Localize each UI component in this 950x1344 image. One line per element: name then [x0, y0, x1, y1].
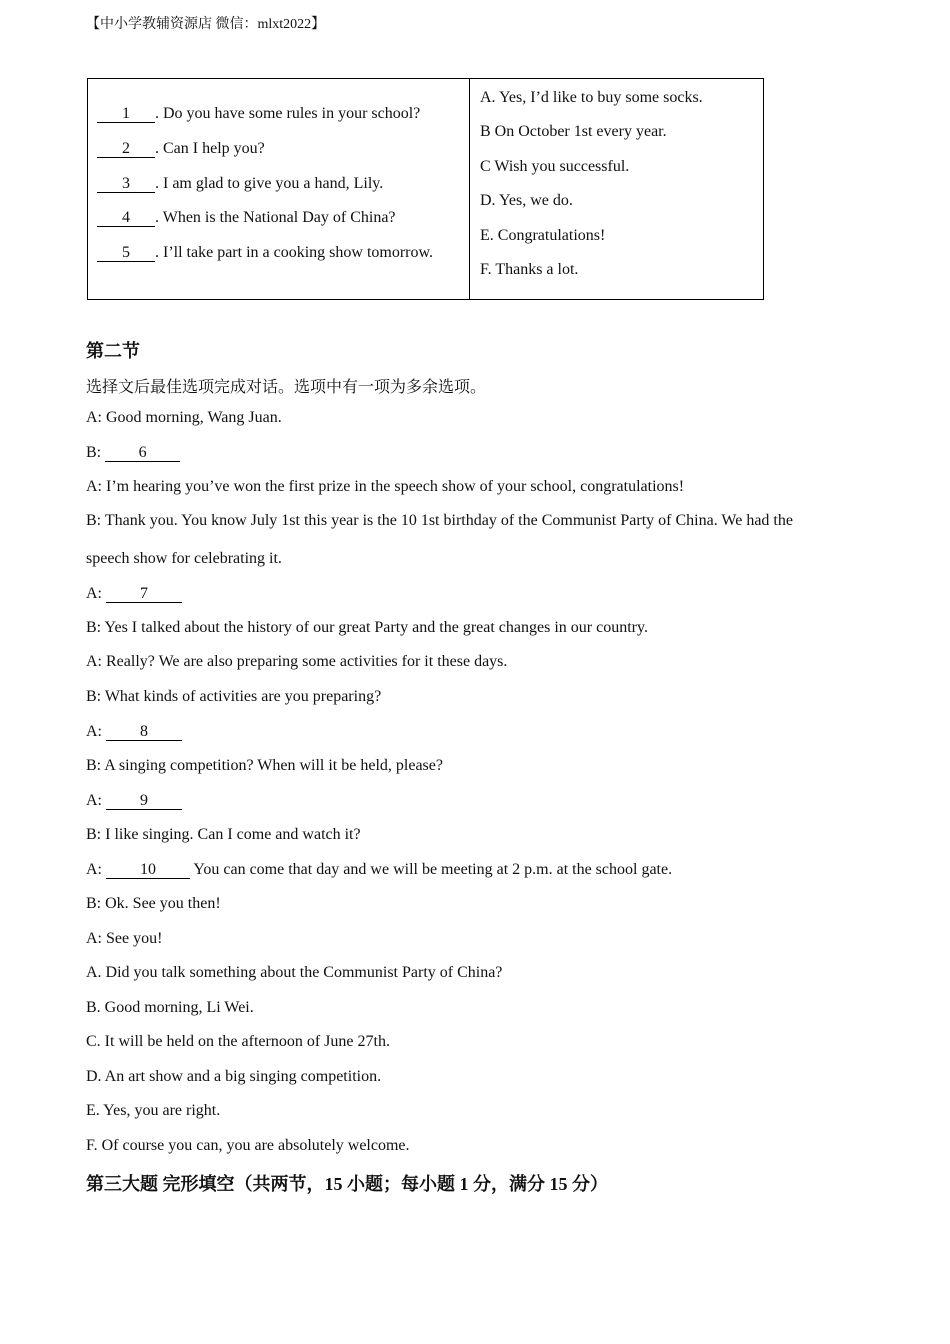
question-text: . Can I help you? — [155, 140, 265, 157]
dialogue-line: B: What kinds of activities are you preparing? — [86, 688, 382, 705]
dialogue-line: B: Ok. See you then! — [86, 895, 221, 912]
answer-blank-3: 3 — [97, 176, 155, 193]
answer-option-e: E. Yes, you are right. — [86, 1102, 221, 1119]
answer-option-f: F. Of course you can, you are absolutely welcome. — [86, 1137, 410, 1154]
dialogue-blank-9: 9 — [106, 793, 182, 810]
dialogue-line: A: I’m hearing you’ve won the first prize in the speech show of your school, congratulations! — [86, 478, 685, 495]
option-e: E. Congratulations! — [480, 227, 606, 244]
dialogue-line: A: Good morning, Wang Juan. — [86, 409, 282, 426]
question-2 — [97, 140, 265, 158]
dialogue-blank-10: 10 — [106, 862, 190, 879]
dialogue-line — [86, 792, 182, 810]
section-2-title: 第二节 — [86, 341, 140, 361]
question-3 — [97, 175, 383, 193]
dialogue-line: B: Thank you. You know July 1st this year is the 10 1st birthday of the Communist Party of China. We had the — [86, 512, 793, 529]
option-a: A. Yes, I’d like to buy some socks. — [480, 89, 703, 106]
answer-blank-2: 2 — [97, 141, 155, 158]
speaker-label: A: — [86, 723, 106, 740]
dialogue-blank-6: 6 — [105, 445, 180, 462]
dialogue-blank-7: 7 — [106, 586, 182, 603]
dialogue-line — [86, 585, 182, 603]
speaker-label: B: — [86, 444, 106, 461]
option-b: B On October 1st every year. — [480, 123, 667, 140]
dialogue-line: B: Yes I talked about the history of our great Party and the great changes in our country. — [86, 619, 648, 636]
question-4 — [97, 209, 396, 227]
speaker-label: A: — [86, 792, 106, 809]
dialogue-line — [86, 861, 672, 879]
question-5 — [97, 244, 433, 262]
matching-table — [87, 78, 764, 300]
answer-option-b: B. Good morning, Li Wei. — [86, 999, 254, 1016]
dialogue-line: B: A singing competition? When will it be held, please? — [86, 757, 443, 774]
option-c: C Wish you successful. — [480, 158, 630, 175]
options-column — [470, 79, 763, 299]
answer-option-d: D. An art show and a big singing competition. — [86, 1068, 382, 1085]
question-text: . When is the National Day of China? — [155, 209, 396, 226]
speaker-label: A: — [86, 585, 106, 602]
option-f: F. Thanks a lot. — [480, 261, 579, 278]
speaker-label: A: — [86, 861, 106, 878]
question-1 — [97, 105, 420, 123]
question-text: . I am glad to give you a hand, Lily. — [155, 175, 384, 192]
dialogue-line — [86, 444, 180, 462]
dialogue-line: B: I like singing. Can I come and watch it? — [86, 826, 361, 843]
answer-blank-4: 4 — [97, 210, 155, 227]
dialogue-line: speech show for celebrating it. — [86, 550, 282, 567]
dialogue-line: A: Really? We are also preparing some activities for it these days. — [86, 653, 508, 670]
answer-option-a: A. Did you talk something about the Communist Party of China? — [86, 964, 503, 981]
dialogue-blank-8: 8 — [106, 724, 182, 741]
section-2-instruction: 选择文后最佳选项完成对话。选项中有一项为多余选项。 — [86, 379, 487, 396]
answer-blank-5: 5 — [97, 245, 155, 262]
page-header: 【中小学教辅资源店 微信：mlxt2022】 — [86, 17, 326, 32]
dialogue-line — [86, 723, 182, 741]
answer-blank-1: 1 — [97, 106, 155, 123]
dialogue-text: You can come that day and we will be meeting at 2 p.m. at the school gate. — [190, 861, 673, 878]
question-text: . I’ll take part in a cooking show tomorrow. — [155, 244, 434, 261]
dialogue-line: A: See you! — [86, 930, 163, 947]
questions-column — [88, 79, 470, 299]
answer-option-c: C. It will be held on the afternoon of June 27th. — [86, 1033, 390, 1050]
section-3-title: 第三大题 完形填空（共两节，15 小题；每小题 1 分，满分 15 分） — [86, 1174, 608, 1194]
question-text: . Do you have some rules in your school? — [155, 105, 421, 122]
option-d: D. Yes, we do. — [480, 192, 573, 209]
